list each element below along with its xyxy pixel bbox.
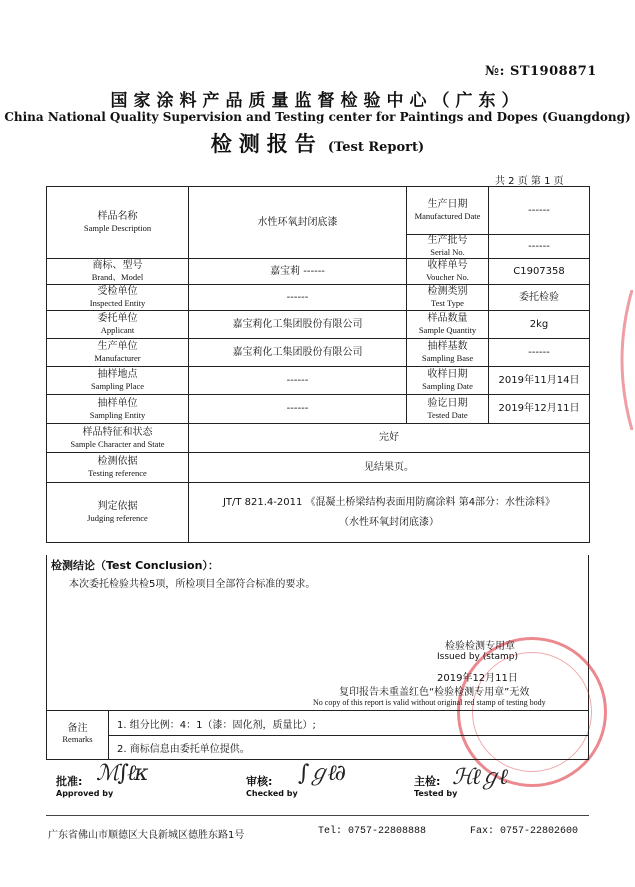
- sampling-date-label: 收样日期 Sampling Date: [407, 367, 489, 395]
- mfg-date-label: 生产日期 Manufactured Date: [407, 187, 489, 235]
- conclusion-section: [46, 555, 589, 711]
- footer-tel: Tel: 0757-22808888: [318, 826, 427, 837]
- testing-ref-value: 见结果页。: [189, 453, 590, 483]
- footer-fax: Fax: 0757-22802600: [470, 826, 579, 837]
- sampling-date-value: 2019年11月14日: [489, 367, 590, 395]
- judging-ref-label: 判定依据 Judging reference: [47, 483, 189, 543]
- sampling-base-label: 抽样基数 Sampling Base: [407, 339, 489, 367]
- page-info: 共 2 页 第 1 页: [495, 176, 564, 187]
- serial-value: ------: [489, 235, 590, 259]
- stamp-label-cn: 检验检测专用章: [445, 641, 515, 652]
- remark-line-1: 1. 组分比例：4：1（漆：固化剂，质量比）;: [117, 720, 316, 731]
- character-value: 完好: [189, 424, 590, 453]
- judging-ref-value: [189, 483, 590, 543]
- voucher-label: 收样单号 Voucher No.: [407, 259, 489, 285]
- tested-signature: ℋℓℊℓ: [452, 765, 507, 790]
- info-table: [46, 186, 590, 543]
- report-title: [0, 128, 635, 158]
- checked-by: 审核: Checked by: [246, 775, 298, 798]
- conclusion-text: 本次委托检验共检5项，所检项目全部符合标准的要求。: [69, 579, 316, 590]
- report-number: №: ST1908871: [485, 64, 597, 79]
- inspected-value: ------: [189, 285, 407, 311]
- center-title-en: China National Quality Supervision and Testing center for Paintings and Dopes (Guangdong): [4, 110, 631, 124]
- stamp-label-en: Issued by (stamp): [437, 652, 518, 662]
- tested-date-label: 验讫日期 Tested Date: [407, 395, 489, 424]
- sampling-place-value: ------: [189, 367, 407, 395]
- remarks-label: 备注 Remarks: [47, 711, 109, 759]
- serial-label: 生产批号 Serial No.: [407, 235, 489, 259]
- sample-desc-label: 样品名称 Sample Description: [47, 187, 189, 259]
- applicant-label: 委托单位 Applicant: [47, 311, 189, 339]
- remark-line-2: 2. 商标信息由委托单位提供。: [117, 744, 250, 755]
- brand-value: 嘉宝莉 ------: [189, 259, 407, 285]
- judging-ref-line2: （水性环氧封闭底漆）: [339, 516, 439, 528]
- quantity-label: 样品数量 Sample Quantity: [407, 311, 489, 339]
- copy-notice-en: No copy of this report is valid without original red stamp of testing body: [313, 698, 546, 707]
- checked-signature: ∫ℊℓ∂: [298, 761, 345, 786]
- mfg-date-value: ------: [489, 187, 590, 235]
- seal-fragment-icon: [612, 290, 635, 430]
- sample-desc-value: 水性环氧封闭底漆: [189, 187, 407, 259]
- approved-signature: ℳ∫ℓκ: [96, 761, 147, 786]
- judging-ref-line1: JT/T 821.4-2011 《混凝土桥梁结构表面用防腐涂料 第4部分：水性涂料》: [222, 496, 556, 508]
- center-title-cn: 国家涂料产品质量监督检验中心（广东）: [110, 91, 525, 111]
- sampling-base-value: ------: [489, 339, 590, 367]
- manufacturer-value: 嘉宝莉化工集团股份有限公司: [189, 339, 407, 367]
- manufacturer-label: 生产单位 Manufacturer: [47, 339, 189, 367]
- applicant-value: 嘉宝莉化工集团股份有限公司: [189, 311, 407, 339]
- approved-by: 批准: Approved by: [56, 775, 114, 798]
- stamp-date: 2019年12月11日: [437, 673, 518, 684]
- voucher-value: C1907358: [489, 259, 590, 285]
- tested-by: 主检: Tested by: [414, 775, 458, 798]
- report-title-cn: 检测报告: [210, 132, 323, 156]
- tested-date-value: 2019年12月11日: [489, 395, 590, 424]
- brand-label: 商标、型号 Brand、Model: [47, 259, 189, 285]
- inspected-label: 受检单位 Inspected Entity: [47, 285, 189, 311]
- quantity-value: 2kg: [489, 311, 590, 339]
- report-title-en: (Test Report): [327, 140, 425, 155]
- test-type-value: 委托检验: [489, 285, 590, 311]
- sampling-entity-label: 抽样单位 Sampling Entity: [47, 395, 189, 424]
- conclusion-heading: 检测结论（Test Conclusion）：: [51, 559, 219, 572]
- sampling-entity-value: ------: [189, 395, 407, 424]
- remarks-section: [46, 710, 589, 760]
- sampling-place-label: 抽样地点 Sampling Place: [47, 367, 189, 395]
- character-label: 样品特征和状态 Sample Character and State: [47, 424, 189, 453]
- test-type-label: 检测类别 Test Type: [407, 285, 489, 311]
- copy-notice-cn: 复印报告未重盖红色“检验检测专用章”无效: [339, 687, 530, 698]
- footer-address: 广东省佛山市顺德区大良新城区德胜东路1号: [48, 830, 245, 841]
- testing-ref-label: 检测依据 Testing reference: [47, 453, 189, 483]
